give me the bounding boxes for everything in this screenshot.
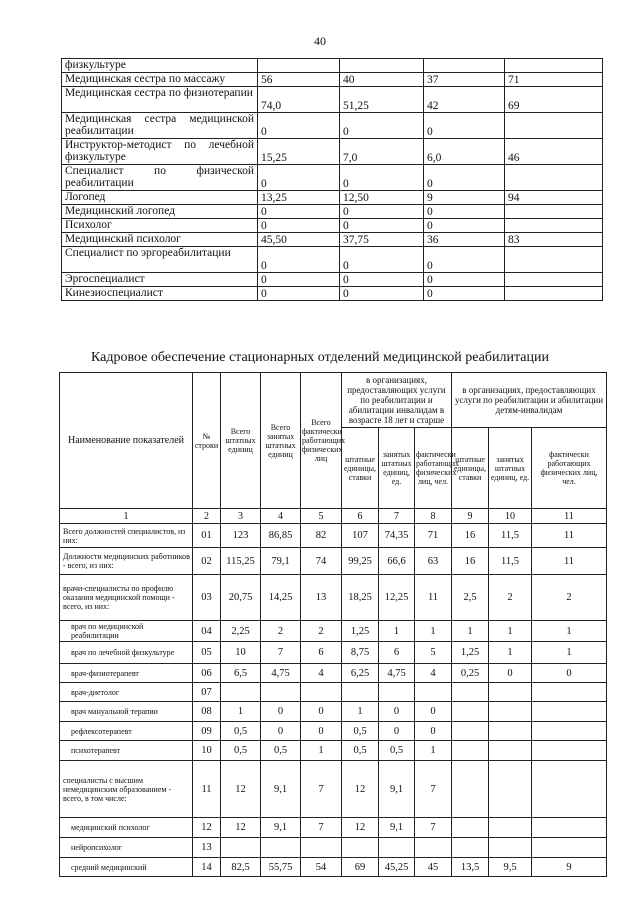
table-row: [60, 575, 607, 621]
value-cell: [424, 59, 505, 73]
value-cell: 9,1: [379, 818, 415, 838]
value-cell: 6,5: [221, 664, 261, 683]
header-row-no: № строки: [193, 373, 221, 509]
value-cell: 0: [301, 702, 342, 722]
value-cell: 4,75: [379, 664, 415, 683]
position-name: Медицинская сестра медицинской реабилитации: [62, 113, 258, 139]
position-name: Медицинский психолог: [62, 233, 258, 247]
value-cell: 94: [505, 191, 603, 205]
value-cell: [489, 818, 532, 838]
column-number: 10: [489, 509, 532, 524]
indicator-name: врач мануальной терапии: [60, 702, 193, 722]
table-row: [60, 761, 607, 818]
value-cell: 12: [342, 818, 379, 838]
value-cell: 7: [261, 642, 301, 664]
value-cell: [505, 205, 603, 219]
row-code: 07: [193, 683, 221, 702]
value-cell: [301, 838, 342, 858]
row-code: 13: [193, 838, 221, 858]
value-cell: 12: [221, 818, 261, 838]
value-cell: 0,5: [379, 741, 415, 761]
value-cell: 7: [415, 761, 452, 818]
value-cell: [379, 838, 415, 858]
position-name: Медицинская сестра по массажу: [62, 73, 258, 87]
value-cell: 86,85: [261, 524, 301, 548]
value-cell: [505, 287, 603, 301]
value-cell: [532, 683, 607, 702]
value-cell: 6: [301, 642, 342, 664]
value-cell: 51,25: [340, 87, 424, 113]
value-cell: [505, 113, 603, 139]
position-name: физкультуре: [62, 59, 258, 73]
value-cell: 15,25: [258, 139, 340, 165]
value-cell: [532, 702, 607, 722]
table-row: [62, 205, 603, 219]
row-code: 02: [193, 548, 221, 575]
table-row: [62, 113, 603, 139]
value-cell: 0: [340, 219, 424, 233]
column-number: 5: [301, 509, 342, 524]
value-cell: 1: [489, 642, 532, 664]
value-cell: 4,75: [261, 664, 301, 683]
value-cell: [452, 818, 489, 838]
value-cell: 13: [301, 575, 342, 621]
row-code: 09: [193, 722, 221, 741]
table-row: [60, 524, 607, 548]
value-cell: 9,5: [489, 858, 532, 877]
value-cell: 74,35: [379, 524, 415, 548]
value-cell: 1: [301, 741, 342, 761]
value-cell: 63: [415, 548, 452, 575]
indicator-name: психотерапевт: [60, 741, 193, 761]
value-cell: 1: [532, 642, 607, 664]
value-cell: 2: [301, 621, 342, 642]
value-cell: 83: [505, 233, 603, 247]
value-cell: 6: [379, 642, 415, 664]
position-name: Инструктор-методист по лечебной физкультуре: [62, 139, 258, 165]
table-row: [62, 87, 603, 113]
value-cell: 16: [452, 524, 489, 548]
page-number: 40: [314, 34, 326, 48]
value-cell: 0: [261, 702, 301, 722]
value-cell: 82: [301, 524, 342, 548]
rehabilitation-staffing-table: [59, 372, 607, 877]
value-cell: 1: [415, 621, 452, 642]
value-cell: 5: [415, 642, 452, 664]
value-cell: 107: [342, 524, 379, 548]
value-cell: [532, 838, 607, 858]
header-children-staff: штатные единицы, ставки: [452, 428, 489, 509]
row-code: 06: [193, 664, 221, 683]
table-row: [60, 702, 607, 722]
value-cell: 37,75: [340, 233, 424, 247]
value-cell: 12,25: [379, 575, 415, 621]
value-cell: 0: [340, 273, 424, 287]
row-code: 10: [193, 741, 221, 761]
value-cell: 8,75: [342, 642, 379, 664]
value-cell: 71: [505, 73, 603, 87]
value-cell: 42: [424, 87, 505, 113]
value-cell: 9,1: [261, 818, 301, 838]
header-adults-persons: фактически работающих физических лиц, чел.: [415, 428, 452, 509]
value-cell: 9,1: [379, 761, 415, 818]
value-cell: 71: [415, 524, 452, 548]
value-cell: 0: [258, 113, 340, 139]
column-number: 8: [415, 509, 452, 524]
value-cell: [342, 838, 379, 858]
row-code: 05: [193, 642, 221, 664]
value-cell: 1: [379, 621, 415, 642]
value-cell: 0: [424, 247, 505, 273]
value-cell: 123: [221, 524, 261, 548]
header-adults-group: в организациях, предоставляющих услуги по реабилитации и абилитации инвалидам в возрасте 18 лет и старше: [342, 373, 452, 428]
value-cell: 0: [258, 273, 340, 287]
value-cell: 0: [424, 113, 505, 139]
value-cell: 0: [424, 165, 505, 191]
value-cell: 54: [301, 858, 342, 877]
value-cell: [340, 59, 424, 73]
table-row: [62, 287, 603, 301]
value-cell: [379, 683, 415, 702]
value-cell: 66,6: [379, 548, 415, 575]
position-name: Медицинская сестра по физиотерапии: [62, 87, 258, 113]
value-cell: [505, 219, 603, 233]
position-name: Кинезиоспециалист: [62, 287, 258, 301]
value-cell: [261, 683, 301, 702]
value-cell: 0,5: [221, 741, 261, 761]
value-cell: 45,25: [379, 858, 415, 877]
value-cell: 99,25: [342, 548, 379, 575]
header-children-occupied: занятых штатных единиц, ед.: [489, 428, 532, 509]
value-cell: 7: [301, 818, 342, 838]
value-cell: 0: [340, 287, 424, 301]
value-cell: [505, 165, 603, 191]
value-cell: [342, 683, 379, 702]
value-cell: 36: [424, 233, 505, 247]
value-cell: 2,25: [221, 621, 261, 642]
table-row: [60, 858, 607, 877]
indicator-name: средний медицинский: [60, 858, 193, 877]
table-row: [62, 191, 603, 205]
value-cell: 0: [424, 205, 505, 219]
value-cell: [301, 683, 342, 702]
value-cell: [505, 273, 603, 287]
value-cell: [489, 683, 532, 702]
position-name: Логопед: [62, 191, 258, 205]
value-cell: 0: [379, 722, 415, 741]
value-cell: [221, 683, 261, 702]
value-cell: [489, 741, 532, 761]
value-cell: 46: [505, 139, 603, 165]
table-row: [60, 838, 607, 858]
value-cell: 1: [452, 621, 489, 642]
column-number: 7: [379, 509, 415, 524]
value-cell: 0,5: [342, 741, 379, 761]
value-cell: 0: [258, 165, 340, 191]
value-cell: 12,50: [340, 191, 424, 205]
value-cell: [489, 702, 532, 722]
value-cell: 1: [221, 702, 261, 722]
value-cell: 0: [261, 722, 301, 741]
indicator-name: Всего должностей специалистов, из них:: [60, 524, 193, 548]
table-row: [62, 165, 603, 191]
header-name: Наименование показателей: [60, 373, 193, 509]
value-cell: 1,25: [342, 621, 379, 642]
value-cell: 82,5: [221, 858, 261, 877]
position-name: Специалист по эргореабилитации: [62, 247, 258, 273]
table-row: [60, 683, 607, 702]
value-cell: [532, 722, 607, 741]
value-cell: 0: [301, 722, 342, 741]
value-cell: 0: [340, 113, 424, 139]
indicator-name: врач по медицинской реабилитации: [60, 621, 193, 642]
value-cell: [452, 722, 489, 741]
table-row: [60, 548, 607, 575]
value-cell: 1,25: [452, 642, 489, 664]
value-cell: [532, 761, 607, 818]
position-name: Медицинский логопед: [62, 205, 258, 219]
indicator-name: врач-физиотерапевт: [60, 664, 193, 683]
table-row: [62, 139, 603, 165]
value-cell: 0: [258, 219, 340, 233]
value-cell: 1: [415, 741, 452, 761]
value-cell: 0: [415, 722, 452, 741]
value-cell: [452, 702, 489, 722]
value-cell: 0: [532, 664, 607, 683]
value-cell: [452, 761, 489, 818]
column-number: 1: [60, 509, 193, 524]
value-cell: 11: [532, 524, 607, 548]
column-number: 11: [532, 509, 607, 524]
row-code: 08: [193, 702, 221, 722]
header-total-occupied: Всего занятых штатных единиц: [261, 373, 301, 509]
table-row: [62, 233, 603, 247]
value-cell: [452, 741, 489, 761]
value-cell: 0: [258, 247, 340, 273]
table-row: [60, 818, 607, 838]
indicator-name: врач по лечебной физкультуре: [60, 642, 193, 664]
value-cell: 69: [505, 87, 603, 113]
header-total-persons: Всего фактически работающих физических лиц: [301, 373, 342, 509]
header-adults-occupied: занятых штатных единиц, ед.: [379, 428, 415, 509]
row-code: 01: [193, 524, 221, 548]
value-cell: 0,5: [342, 722, 379, 741]
value-cell: [415, 838, 452, 858]
value-cell: [258, 59, 340, 73]
column-number: 9: [452, 509, 489, 524]
value-cell: 0,5: [221, 722, 261, 741]
indicator-name: врач-диетолог: [60, 683, 193, 702]
value-cell: 0: [415, 702, 452, 722]
value-cell: [489, 761, 532, 818]
value-cell: 45,50: [258, 233, 340, 247]
value-cell: 14,25: [261, 575, 301, 621]
indicator-name: Должности медицинских работников - всего, из них:: [60, 548, 193, 575]
value-cell: 2,5: [452, 575, 489, 621]
header-total-staff: Всего штатных единиц: [221, 373, 261, 509]
value-cell: 12: [342, 761, 379, 818]
value-cell: 4: [301, 664, 342, 683]
value-cell: 18,25: [342, 575, 379, 621]
value-cell: [489, 838, 532, 858]
value-cell: [489, 722, 532, 741]
indicator-name: врачи-специалисты по профилю оказания медицинской помощи - всего, из них:: [60, 575, 193, 621]
value-cell: [532, 818, 607, 838]
header-children-group: в организациях, предоставляющих услуги по реабилитации и абилитации детям-инвалидам: [452, 373, 607, 428]
value-cell: 1: [342, 702, 379, 722]
value-cell: 74,0: [258, 87, 340, 113]
table-row: [60, 741, 607, 761]
value-cell: 40: [340, 73, 424, 87]
value-cell: 11: [415, 575, 452, 621]
value-cell: 0: [424, 273, 505, 287]
value-cell: 16: [452, 548, 489, 575]
row-code: 14: [193, 858, 221, 877]
value-cell: 1: [489, 621, 532, 642]
value-cell: 0: [379, 702, 415, 722]
value-cell: [532, 741, 607, 761]
value-cell: 9: [532, 858, 607, 877]
value-cell: 0: [340, 165, 424, 191]
column-number: 3: [221, 509, 261, 524]
table-row: [62, 73, 603, 87]
value-cell: 13,25: [258, 191, 340, 205]
indicator-name: специалисты с высшим немедицинским образованием - всего, в том числе:: [60, 761, 193, 818]
value-cell: 0,5: [261, 741, 301, 761]
column-number: 4: [261, 509, 301, 524]
value-cell: 6,25: [342, 664, 379, 683]
value-cell: 0,25: [452, 664, 489, 683]
value-cell: 0: [424, 219, 505, 233]
value-cell: 55,75: [261, 858, 301, 877]
header-children-persons: фактически работающих физических лиц, чел.: [532, 428, 607, 509]
table-row: [60, 642, 607, 664]
value-cell: 9,1: [261, 761, 301, 818]
value-cell: 37: [424, 73, 505, 87]
table-row: [60, 722, 607, 741]
value-cell: 2: [489, 575, 532, 621]
indicator-name: нейропсихолог: [60, 838, 193, 858]
value-cell: 12: [221, 761, 261, 818]
value-cell: 6,0: [424, 139, 505, 165]
value-cell: 115,25: [221, 548, 261, 575]
value-cell: 20,75: [221, 575, 261, 621]
table-row: [62, 219, 603, 233]
value-cell: [452, 683, 489, 702]
value-cell: 0: [340, 205, 424, 219]
value-cell: [221, 838, 261, 858]
position-name: Эргоспециалист: [62, 273, 258, 287]
indicator-name: медицинский психолог: [60, 818, 193, 838]
table-row: [62, 59, 603, 73]
value-cell: 79,1: [261, 548, 301, 575]
position-name: Специалист по физической реабилитации: [62, 165, 258, 191]
value-cell: [415, 683, 452, 702]
value-cell: 0: [340, 247, 424, 273]
row-code: 03: [193, 575, 221, 621]
value-cell: 0: [258, 205, 340, 219]
value-cell: 11,5: [489, 548, 532, 575]
value-cell: [261, 838, 301, 858]
value-cell: 69: [342, 858, 379, 877]
value-cell: [505, 59, 603, 73]
value-cell: 0: [489, 664, 532, 683]
value-cell: 0: [424, 287, 505, 301]
table-row: [62, 273, 603, 287]
row-code: 12: [193, 818, 221, 838]
value-cell: 2: [261, 621, 301, 642]
value-cell: 10: [221, 642, 261, 664]
value-cell: 11: [532, 548, 607, 575]
column-number: 6: [342, 509, 379, 524]
value-cell: 0: [258, 287, 340, 301]
table-row: [60, 621, 607, 642]
value-cell: 13,5: [452, 858, 489, 877]
row-code: 04: [193, 621, 221, 642]
value-cell: 4: [415, 664, 452, 683]
value-cell: 1: [532, 621, 607, 642]
indicator-name: рефлексотерапевт: [60, 722, 193, 741]
value-cell: 74: [301, 548, 342, 575]
value-cell: 7,0: [340, 139, 424, 165]
section-title: Кадровое обеспечение стационарных отделений медицинской реабилитации: [91, 350, 549, 365]
value-cell: 7: [415, 818, 452, 838]
row-code: 11: [193, 761, 221, 818]
column-number: 2: [193, 509, 221, 524]
value-cell: 2: [532, 575, 607, 621]
position-name: Психолог: [62, 219, 258, 233]
value-cell: 7: [301, 761, 342, 818]
value-cell: [452, 838, 489, 858]
table-row: [60, 664, 607, 683]
header-adults-staff: штатные единицы, ставки: [342, 428, 379, 509]
table-row: [62, 247, 603, 273]
staff-positions-table: [61, 58, 603, 301]
value-cell: 9: [424, 191, 505, 205]
value-cell: [505, 247, 603, 273]
value-cell: 45: [415, 858, 452, 877]
value-cell: 11,5: [489, 524, 532, 548]
value-cell: 56: [258, 73, 340, 87]
